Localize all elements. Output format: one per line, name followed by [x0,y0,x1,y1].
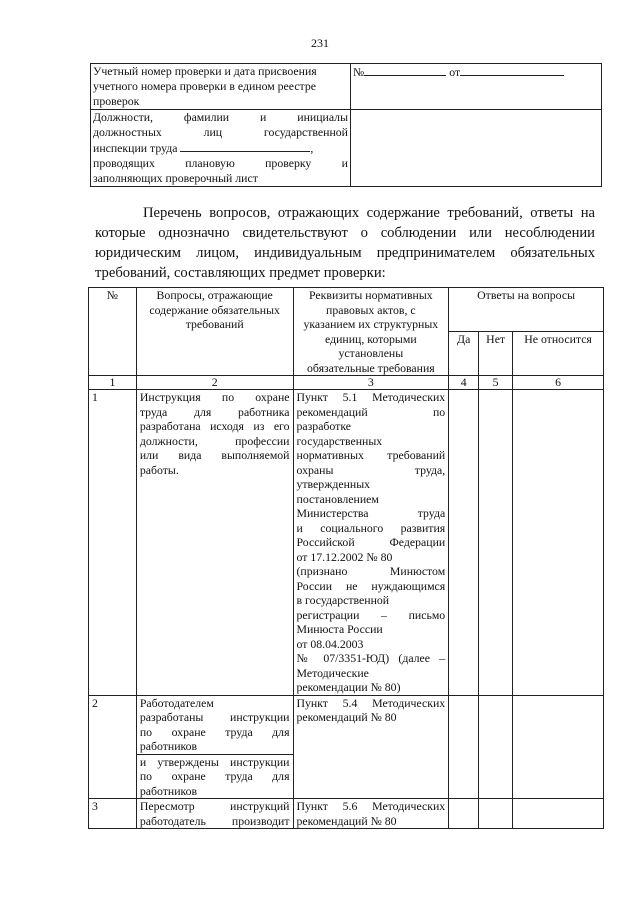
cell-line: по охране труда для [139,724,290,739]
cell-line: рекомендаций № 80 [296,710,397,724]
cell-line: в государственной [296,593,390,607]
table-row [89,390,604,696]
cell-line: № 07/3351-ЮД) (далее – [296,651,446,665]
column-number: 3 [293,376,449,390]
column-number: 4 [449,376,479,390]
cell-line: постановлением [296,491,379,506]
cell-line: от 17.12.2002 № 80 [296,549,393,564]
header-line: Реквизиты нормативных [309,288,433,302]
checklist-table [88,287,604,829]
cell-line: Инструкция по охране [139,390,290,404]
inspectors-value[interactable] [351,110,602,187]
answer-no-cell[interactable] [479,695,513,799]
header-no: Нет [479,332,513,376]
question-cell [136,799,293,829]
header-requisites [293,288,449,376]
header-line: единиц, которыми [325,331,417,346]
header-line: правовых актов, с [326,302,416,317]
cell-line: Пункт 5.4 Методических [296,695,446,710]
header-line: содержание обязательных [149,302,280,317]
table-row [89,695,604,754]
answer-na-cell[interactable] [513,390,604,696]
label-line: учетного номера проверки в едином реестре [93,79,316,93]
cell-line: России не нуждающимся [296,578,446,593]
column-number: 1 [89,376,137,390]
question-cell [136,390,293,696]
cell-line: по охране труда для [139,769,290,783]
answer-yes-cell[interactable] [449,695,479,799]
cell-line: утвержденных [296,477,371,491]
registry-number-label [91,64,351,110]
label-line: инспекции труда [93,141,178,155]
cell-line: охраны труда, [296,462,446,477]
cell-line: разработке [296,419,352,433]
cell-line: Минюста России [296,622,383,636]
cell-line: рекомендаций № 80 [296,813,397,828]
cell-line: от 08.04.2003 [296,636,364,651]
row-number: 3 [89,799,137,829]
label-line: Должности, фамилии и инициалы [93,110,348,124]
column-number: 2 [136,376,293,390]
cell-line: и социального развития [296,520,446,535]
cell-line: должности, профессии [139,433,290,448]
cell-line: работников [139,783,198,798]
cell-line: и утверждены инструкции [139,754,290,769]
cell-line: разработаны инструкции [139,710,290,724]
cell-line: труда для работника [139,404,290,419]
cell-line: Пункт 5.1 Методических [296,390,446,404]
row-number: 2 [89,695,137,799]
cell-line: Работодателем [139,695,214,710]
cell-line: рекомендации № 80) [296,680,401,694]
inspectors-row [91,110,602,187]
answer-na-cell[interactable] [513,799,604,829]
answer-no-cell[interactable] [479,799,513,829]
label-line-with-blank [93,140,348,156]
header-line: указанием их структурных [303,317,439,331]
inspection-blank[interactable] [180,140,310,152]
inspection-info-table [90,63,602,187]
header-yes: Да [449,332,479,376]
requisite-cell [293,695,449,799]
header-line: обязательные требования [306,360,435,375]
cell-line: или вида выполняемой [139,448,290,462]
column-number: 5 [479,376,513,390]
header-line: установлены [338,346,404,360]
label-line: проводящих плановую проверку и [93,156,348,170]
cell-line: работы. [139,462,179,477]
answer-yes-cell[interactable] [449,390,479,696]
cell-line: государственных [296,433,383,448]
registry-number-value[interactable] [351,64,602,110]
cell-line: Пункт 5.6 Методических [296,799,446,813]
number-blank[interactable] [364,64,446,76]
requisite-cell [293,390,449,696]
cell-line: регистрации – письмо [296,607,446,622]
cell-line: работодатель производит [139,813,290,828]
label-line: Учетный номер проверки и дата присвоения [93,64,317,78]
cell-line: Пересмотр инструкций [139,799,290,813]
question-cell [136,754,293,799]
header-row [89,288,604,332]
answer-na-cell[interactable] [513,695,604,799]
column-number: 6 [513,376,604,390]
column-number-row [89,376,604,390]
requisite-cell [293,799,449,829]
inspectors-label [91,110,351,187]
cell-line: рекомендаций по [296,404,446,419]
header-line: требований [185,317,244,331]
label-line: проверок [93,94,140,108]
label-line: заполняющих проверочный лист [93,171,258,185]
cell-line: нормативных требований [296,448,446,462]
question-cell [136,695,293,754]
page-number: 231 [311,36,329,50]
cell-line: работников [139,739,198,753]
header-questions [136,288,293,376]
number-sign: № [353,65,365,79]
answer-no-cell[interactable] [479,390,513,696]
row-number: 1 [89,390,137,696]
date-blank[interactable] [460,64,564,76]
answer-yes-cell[interactable] [449,799,479,829]
header-line: Вопросы, отражающие [156,288,273,302]
cell-line: разработана исходя из его [139,419,290,433]
cell-line: (признано Минюстом [296,564,446,578]
header-not-applicable: Не относится [513,332,604,376]
cell-line: Министерства труда [296,506,446,520]
header-answers: Ответы на вопросы [449,288,604,332]
cell-line: Российской Федерации [296,535,446,549]
table-row [89,799,604,829]
comma: , [310,141,314,155]
intro-paragraph: Перечень вопросов, отражающих содержание требований, ответы на которые однозначно свидетельствуют о соблюдении или несоблюдении юридическим лицом, индивидуальным предпринимателем обязательных требований, составляющих предмет проверки: [95,205,595,281]
registry-number-row [91,64,602,110]
label-line: должностных лиц государственной [93,125,348,139]
header-number: № [89,288,137,376]
cell-line: Методические [296,665,369,680]
from-label: от [449,65,461,79]
